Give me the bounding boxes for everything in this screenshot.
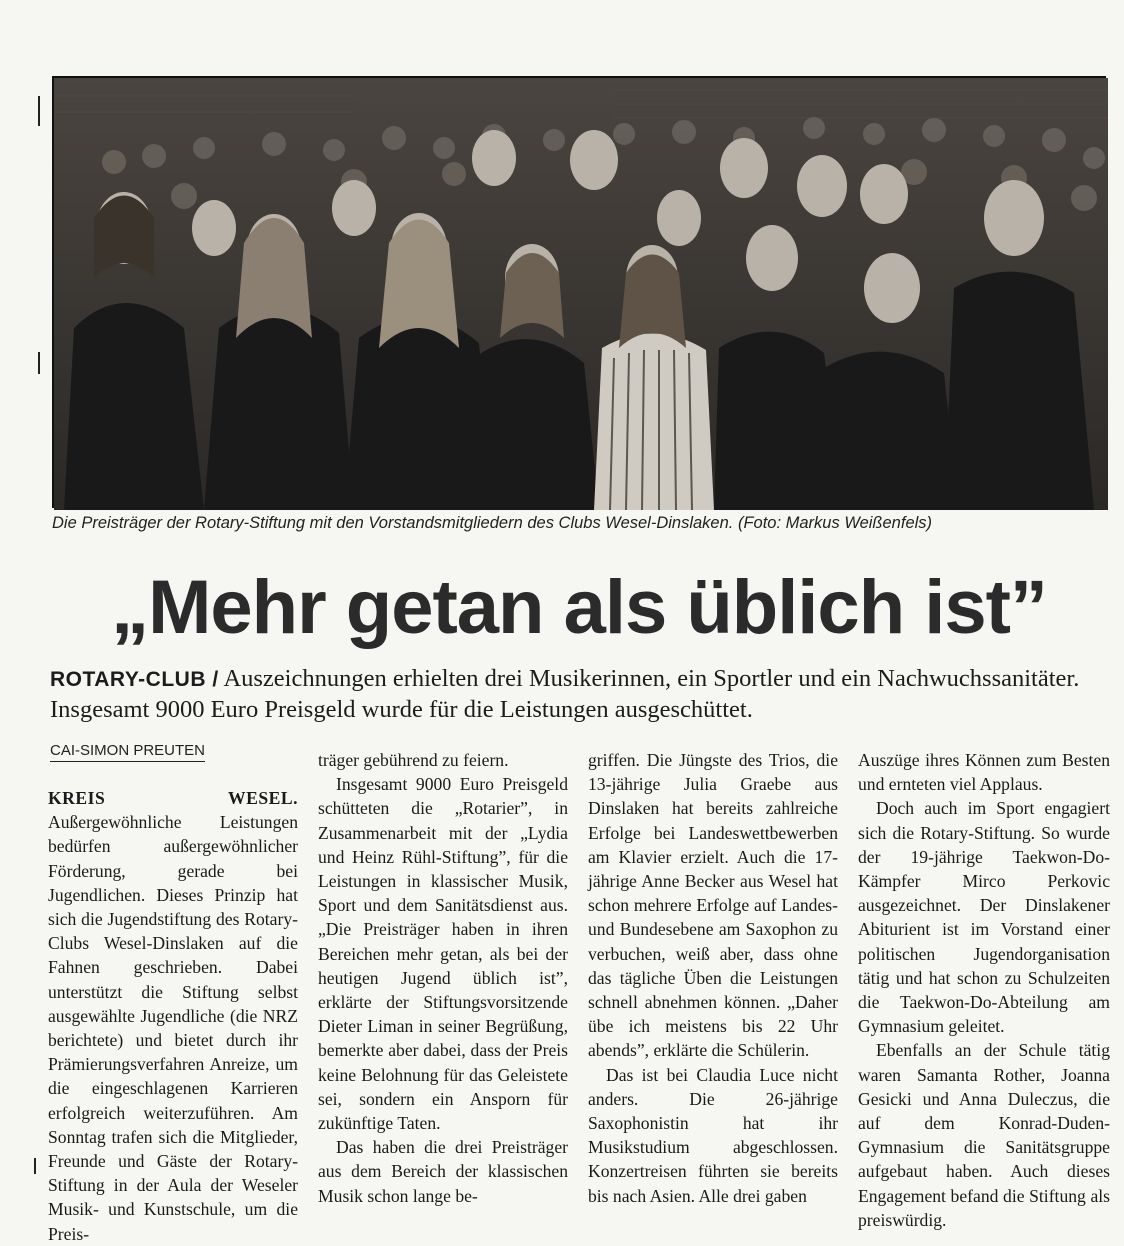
article-headline: „Mehr getan als üblich ist”	[111, 565, 1047, 650]
article-column-2	[318, 748, 568, 1208]
article-paragraph: Insgesamt 9000 Euro Preisgeld schütteten die „Rotarier”, in Zusammenarbeit mit der „Lydia und Heinz Rühl-Stiftung”, für die Leistungen in klassischer Musik, Sport und dem Sanitätsdienst aus. „Die Preisträger haben in ihren Bereichen mehr getan, als bei der heutigen Jugend üblich ist”, erklärte der Stiftungsvorsitzende Dieter Liman in seiner Begrüßung, bemerkte aber dabei, dass der Preis keine Belohnung für das Geleistete sei, sondern ein Ansporn für zukünftige Taten.	[318, 774, 568, 1134]
article-paragraph: Das ist bei Claudia Luce nicht anders. Die 26-jährige Saxophonistin hat ihr Musikstudium abgeschlossen. Konzertreisen führten sie bereits bis nach Asien. Alle drei gaben	[588, 1064, 838, 1206]
margin-mark-top	[38, 96, 40, 126]
article-subheadline-text: Auszeichnungen erhielten drei Musikerinnen, ein Sportler und ein Nachwuchssanitäter. Insgesamt 9000 Euro Preisgeld wurde für die Leistungen ausgeschüttet.	[50, 665, 1080, 723]
article-column-3	[588, 748, 838, 1208]
article-paragraph	[48, 786, 298, 1246]
article-column-4	[858, 748, 1110, 1232]
article-kicker: ROTARY-CLUB /	[50, 668, 219, 691]
article-subheadline	[50, 664, 1108, 725]
photo-caption: Die Preisträger der Rotary-Stiftung mit den Vorstandsmitgliedern des Clubs Wesel-Dinslaken. (Foto: Markus Weißenfels)	[52, 514, 933, 532]
margin-mark-bottom	[34, 1158, 36, 1174]
margin-mark-middle	[38, 352, 40, 374]
article-paragraph: Doch auch im Sport engagiert sich die Rotary-Stiftung. So wurde der 19-jährige Taekwon-Do-Kämpfer Mirco Perkovic ausgezeichnet. Der Dinslakener Abiturient ist im Vorstand einer politischen Jugendorganisation tätig und hat schon zu Schulzeiten die Taekwon-Do-Abteilung am Gymnasium geleitet.	[858, 798, 1110, 1037]
article-author: CAI-SIMON PREUTEN	[50, 742, 205, 762]
article-text: Außergewöhnliche Leistungen bedürfen außergewöhnlicher Förderung, gerade bei Jugendlichen. Dieses Prinzip hat sich die Jugendstiftung des Rotary-Clubs Wesel-Dinslaken auf die Fahnen geschrieben. Dabei unterstützt die Stiftung selbst ausgewählte Jugendliche (die NRZ berichtete) und bietet durch ihr Prämierungsverfahren Anreize, um die eingeschlagenen Karrieren erfolgreich weiterzuführen. Am Sonntag trafen sich die Mitglieder, Freunde und Gäste der Rotary-Stiftung in der Aula der Weseler Musik- und Kunstschule, um die Preis-	[48, 812, 298, 1244]
article-paragraph: Das haben die drei Preisträger aus dem Bereich der klassischen Musik schon lange be-	[318, 1137, 568, 1206]
article-column-1	[48, 786, 298, 1246]
group-photo	[52, 76, 1106, 508]
article-paragraph: träger gebührend zu feiern.	[318, 750, 509, 770]
article-paragraph: Auszüge ihres Können zum Besten und ernteten viel Applaus.	[858, 750, 1110, 795]
article-paragraph: griffen. Die Jüngste des Trios, die 13-jährige Julia Graebe aus Dinslaken hat bereits zahlreiche Erfolge bei Landeswettbewerben am Klavier erzielt. Auch die 17-jährige Anne Becker aus Wesel hat schon mehrere Erfolge auf Landes- und Bundesebene am Saxophon zu verbuchen, weiß aber, dass ohne das tägliche Üben die Leistungen schnell abnehmen können. „Daher übe ich meistens bis 22 Uhr abends”, erklärte die Schülerin.	[588, 750, 838, 1061]
article-paragraph: Ebenfalls an der Schule tätig waren Samanta Rother, Joanna Gesicki und Anna Duleczus, die auf dem Konrad-Duden-Gymnasium die Sanitätsgruppe aufgebaut haben. Auch dieses Engagement befand die Stiftung als preiswürdig.	[858, 1040, 1110, 1230]
group-photo-illustration	[54, 78, 1108, 510]
article-dateline: KREIS WESEL.	[48, 788, 298, 808]
